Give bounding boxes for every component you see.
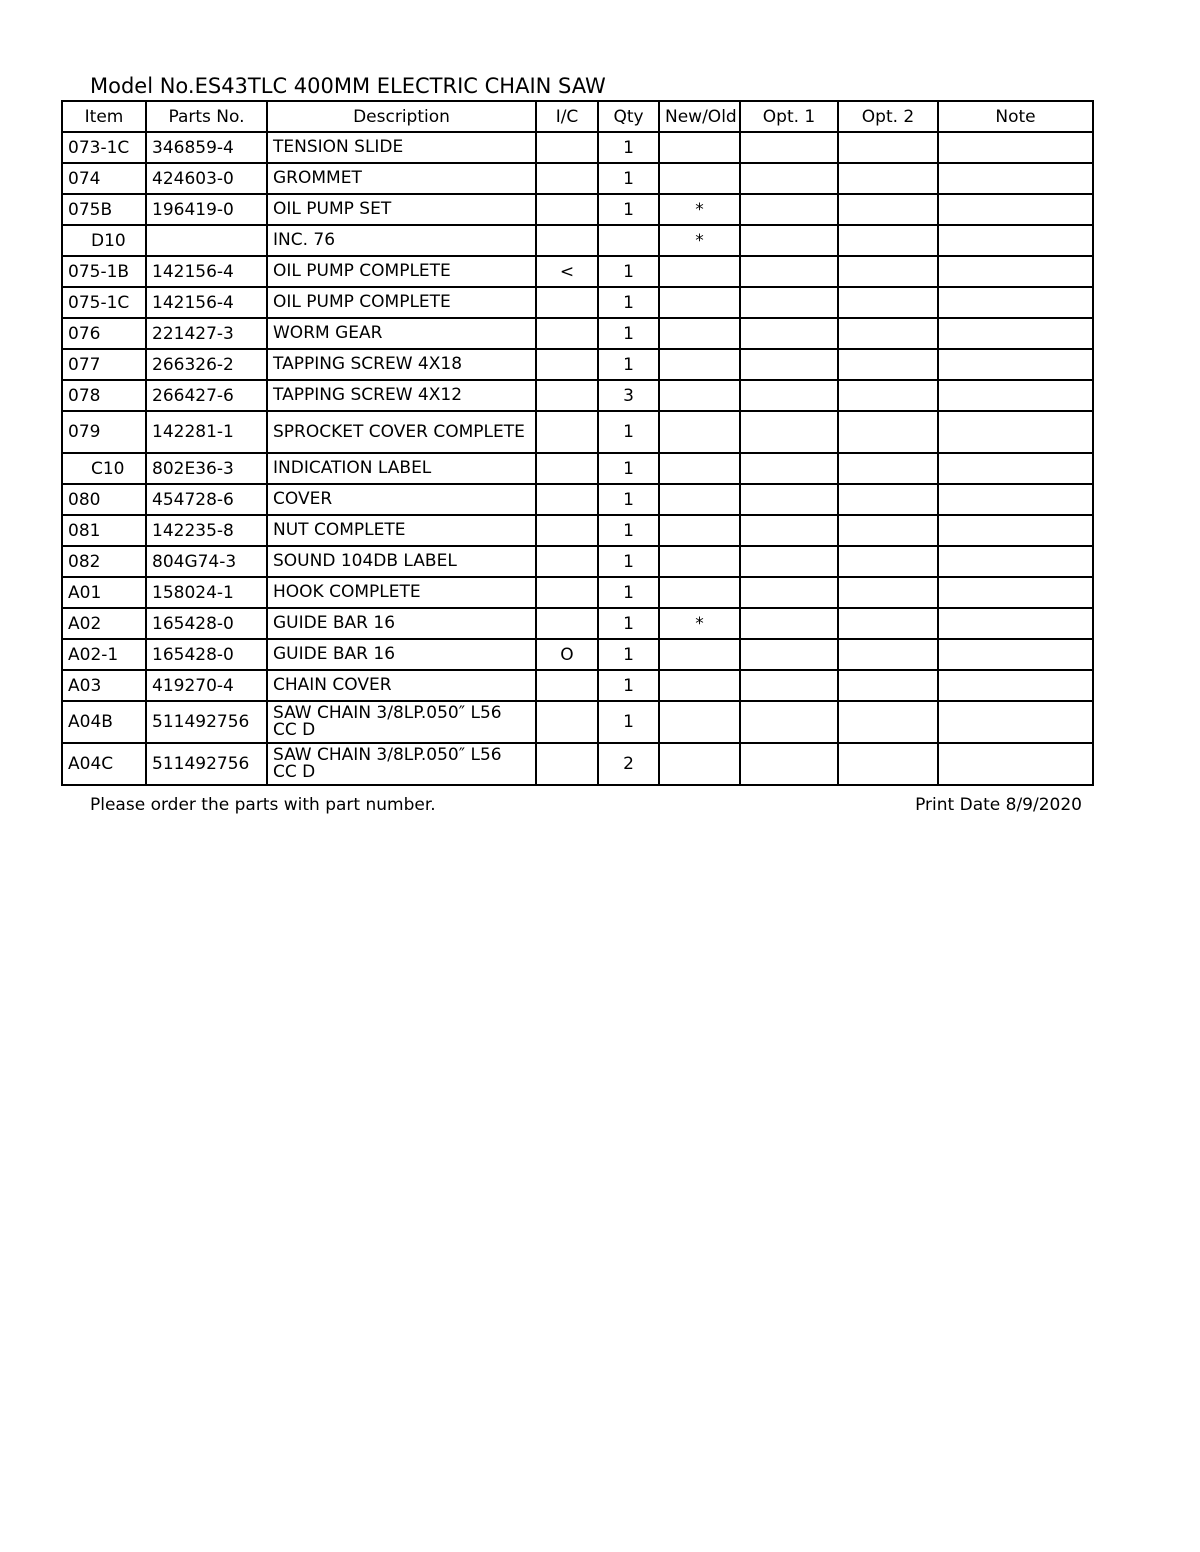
cell-parts-no: 804G74-3 [146,546,267,577]
cell-item: C10 [62,453,146,484]
cell-parts-no [146,225,267,256]
cell-note [938,639,1093,670]
cell-new-old [659,411,740,453]
cell-ic [536,132,598,163]
cell-qty: 1 [598,701,659,743]
table-row [62,256,1093,287]
cell-new-old: * [659,608,740,639]
cell-ic: < [536,256,598,287]
cell-note [938,577,1093,608]
cell-description: COVER [267,484,536,515]
cell-qty: 1 [598,484,659,515]
cell-opt2 [838,639,938,670]
cell-opt2 [838,577,938,608]
cell-opt1 [740,163,838,194]
table-row [62,287,1093,318]
cell-note [938,225,1093,256]
cell-new-old [659,484,740,515]
cell-qty: 1 [598,256,659,287]
cell-item: 075-1C [62,287,146,318]
cell-ic [536,163,598,194]
cell-note [938,701,1093,743]
cell-parts-no: 802E36-3 [146,453,267,484]
table-row [62,132,1093,163]
cell-ic [536,287,598,318]
cell-ic [536,225,598,256]
cell-opt2 [838,194,938,225]
cell-qty: 3 [598,380,659,411]
cell-opt1 [740,453,838,484]
cell-parts-no: 346859-4 [146,132,267,163]
cell-opt2 [838,380,938,411]
cell-qty: 1 [598,608,659,639]
cell-item: A03 [62,670,146,701]
table-row [62,608,1093,639]
table-row [62,639,1093,670]
cell-new-old [659,546,740,577]
table-row [62,411,1093,453]
cell-parts-no: 511492756 [146,743,267,785]
cell-note [938,287,1093,318]
cell-ic [536,411,598,453]
cell-ic [536,577,598,608]
header-new-old: New/Old [659,101,740,132]
cell-new-old [659,515,740,546]
table-row [62,225,1093,256]
cell-parts-no: 165428-0 [146,639,267,670]
table-row [62,380,1093,411]
cell-description: GUIDE BAR 16 [267,639,536,670]
table-row [62,546,1093,577]
cell-new-old [659,743,740,785]
cell-description: OIL PUMP COMPLETE [267,287,536,318]
cell-item: 080 [62,484,146,515]
cell-note [938,484,1093,515]
cell-item: 073-1C [62,132,146,163]
cell-new-old [659,349,740,380]
cell-new-old [659,380,740,411]
cell-note [938,349,1093,380]
cell-qty: 2 [598,743,659,785]
cell-description: TAPPING SCREW 4X12 [267,380,536,411]
cell-opt2 [838,318,938,349]
cell-note [938,546,1093,577]
cell-parts-no: 196419-0 [146,194,267,225]
cell-item: A02-1 [62,639,146,670]
cell-qty: 1 [598,194,659,225]
header-qty: Qty [598,101,659,132]
cell-opt2 [838,608,938,639]
table-row [62,577,1093,608]
table-row [62,515,1093,546]
cell-ic [536,349,598,380]
cell-opt1 [740,256,838,287]
cell-opt2 [838,546,938,577]
cell-new-old [659,256,740,287]
cell-item: A02 [62,608,146,639]
cell-qty: 1 [598,349,659,380]
cell-new-old [659,639,740,670]
table-row [62,743,1093,785]
cell-ic [536,484,598,515]
cell-description: SAW CHAIN 3/8LP.050″ L56 CC D [267,743,536,785]
cell-item: 075B [62,194,146,225]
cell-ic [536,701,598,743]
cell-ic [536,380,598,411]
cell-opt1 [740,349,838,380]
cell-note [938,411,1093,453]
cell-opt1 [740,577,838,608]
document-title: Model No.ES43TLC 400MM ELECTRIC CHAIN SAW [90,74,606,98]
cell-opt1 [740,546,838,577]
header-opt1: Opt. 1 [740,101,838,132]
cell-description: NUT COMPLETE [267,515,536,546]
cell-opt1 [740,670,838,701]
table-row [62,194,1093,225]
cell-parts-no: 142156-4 [146,256,267,287]
table-row [62,453,1093,484]
cell-note [938,608,1093,639]
cell-item: 076 [62,318,146,349]
cell-opt1 [740,225,838,256]
header-opt2: Opt. 2 [838,101,938,132]
cell-qty: 1 [598,670,659,701]
cell-parts-no: 424603-0 [146,163,267,194]
cell-qty: 1 [598,163,659,194]
cell-parts-no: 266427-6 [146,380,267,411]
cell-qty: 1 [598,453,659,484]
cell-new-old [659,318,740,349]
cell-ic [536,546,598,577]
cell-description: SAW CHAIN 3/8LP.050″ L56 CC D [267,701,536,743]
cell-new-old: * [659,194,740,225]
cell-description: OIL PUMP COMPLETE [267,256,536,287]
cell-qty: 1 [598,287,659,318]
cell-ic [536,670,598,701]
cell-item: D10 [62,225,146,256]
cell-opt2 [838,515,938,546]
table-row [62,670,1093,701]
cell-qty: 1 [598,515,659,546]
cell-opt2 [838,256,938,287]
cell-item: 078 [62,380,146,411]
parts-table [61,100,1094,786]
cell-description: WORM GEAR [267,318,536,349]
cell-item: 079 [62,411,146,453]
cell-description: GUIDE BAR 16 [267,608,536,639]
header-description: Description [267,101,536,132]
cell-qty: 1 [598,639,659,670]
cell-opt2 [838,225,938,256]
cell-ic: O [536,639,598,670]
cell-description: SPROCKET COVER COMPLETE [267,411,536,453]
cell-new-old [659,132,740,163]
cell-opt2 [838,743,938,785]
table-row [62,349,1093,380]
print-date: Print Date 8/9/2020 [915,795,1082,815]
table-row [62,318,1093,349]
cell-opt1 [740,484,838,515]
cell-description: INC. 76 [267,225,536,256]
cell-description: TENSION SLIDE [267,132,536,163]
cell-opt1 [740,318,838,349]
cell-item: A01 [62,577,146,608]
cell-note [938,194,1093,225]
cell-note [938,743,1093,785]
cell-new-old [659,701,740,743]
header-parts-no: Parts No. [146,101,267,132]
cell-qty: 1 [598,546,659,577]
cell-parts-no: 454728-6 [146,484,267,515]
cell-new-old [659,577,740,608]
cell-opt1 [740,132,838,163]
cell-new-old [659,287,740,318]
cell-description: HOOK COMPLETE [267,577,536,608]
cell-parts-no: 165428-0 [146,608,267,639]
cell-parts-no: 142235-8 [146,515,267,546]
cell-opt2 [838,453,938,484]
cell-new-old [659,163,740,194]
cell-opt2 [838,670,938,701]
cell-opt1 [740,194,838,225]
cell-description: TAPPING SCREW 4X18 [267,349,536,380]
cell-note [938,453,1093,484]
table-header-row [62,101,1093,132]
cell-ic [536,318,598,349]
cell-opt2 [838,132,938,163]
table-row [62,484,1093,515]
header-item: Item [62,101,146,132]
cell-item: A04B [62,701,146,743]
cell-opt2 [838,411,938,453]
cell-note [938,318,1093,349]
cell-item: 074 [62,163,146,194]
cell-parts-no: 266326-2 [146,349,267,380]
cell-item: 075-1B [62,256,146,287]
cell-note [938,163,1093,194]
header-ic: I/C [536,101,598,132]
cell-note [938,132,1093,163]
cell-description: INDICATION LABEL [267,453,536,484]
cell-note [938,256,1093,287]
cell-description: SOUND 104DB LABEL [267,546,536,577]
cell-opt2 [838,349,938,380]
cell-opt2 [838,484,938,515]
cell-ic [536,743,598,785]
order-note: Please order the parts with part number. [90,795,436,815]
cell-opt1 [740,411,838,453]
cell-ic [536,608,598,639]
cell-opt1 [740,639,838,670]
cell-description: GROMMET [267,163,536,194]
parts-table-body [62,132,1093,785]
cell-qty: 1 [598,577,659,608]
cell-item: A04C [62,743,146,785]
cell-item: 082 [62,546,146,577]
cell-ic [536,515,598,546]
cell-qty: 1 [598,132,659,163]
cell-new-old [659,670,740,701]
cell-qty [598,225,659,256]
header-note: Note [938,101,1093,132]
cell-description: OIL PUMP SET [267,194,536,225]
table-row [62,701,1093,743]
cell-item: 077 [62,349,146,380]
cell-opt1 [740,701,838,743]
cell-ic [536,194,598,225]
cell-opt1 [740,743,838,785]
cell-new-old: * [659,225,740,256]
cell-qty: 1 [598,318,659,349]
cell-parts-no: 158024-1 [146,577,267,608]
cell-opt1 [740,380,838,411]
cell-description: CHAIN COVER [267,670,536,701]
table-row [62,163,1093,194]
cell-opt2 [838,287,938,318]
cell-note [938,670,1093,701]
cell-opt1 [740,515,838,546]
cell-opt1 [740,608,838,639]
cell-opt1 [740,287,838,318]
cell-new-old [659,453,740,484]
cell-note [938,515,1093,546]
cell-parts-no: 511492756 [146,701,267,743]
cell-qty: 1 [598,411,659,453]
cell-item: 081 [62,515,146,546]
cell-parts-no: 221427-3 [146,318,267,349]
cell-parts-no: 142156-4 [146,287,267,318]
cell-parts-no: 142281-1 [146,411,267,453]
cell-opt2 [838,701,938,743]
cell-opt2 [838,163,938,194]
cell-ic [536,453,598,484]
cell-note [938,380,1093,411]
cell-parts-no: 419270-4 [146,670,267,701]
